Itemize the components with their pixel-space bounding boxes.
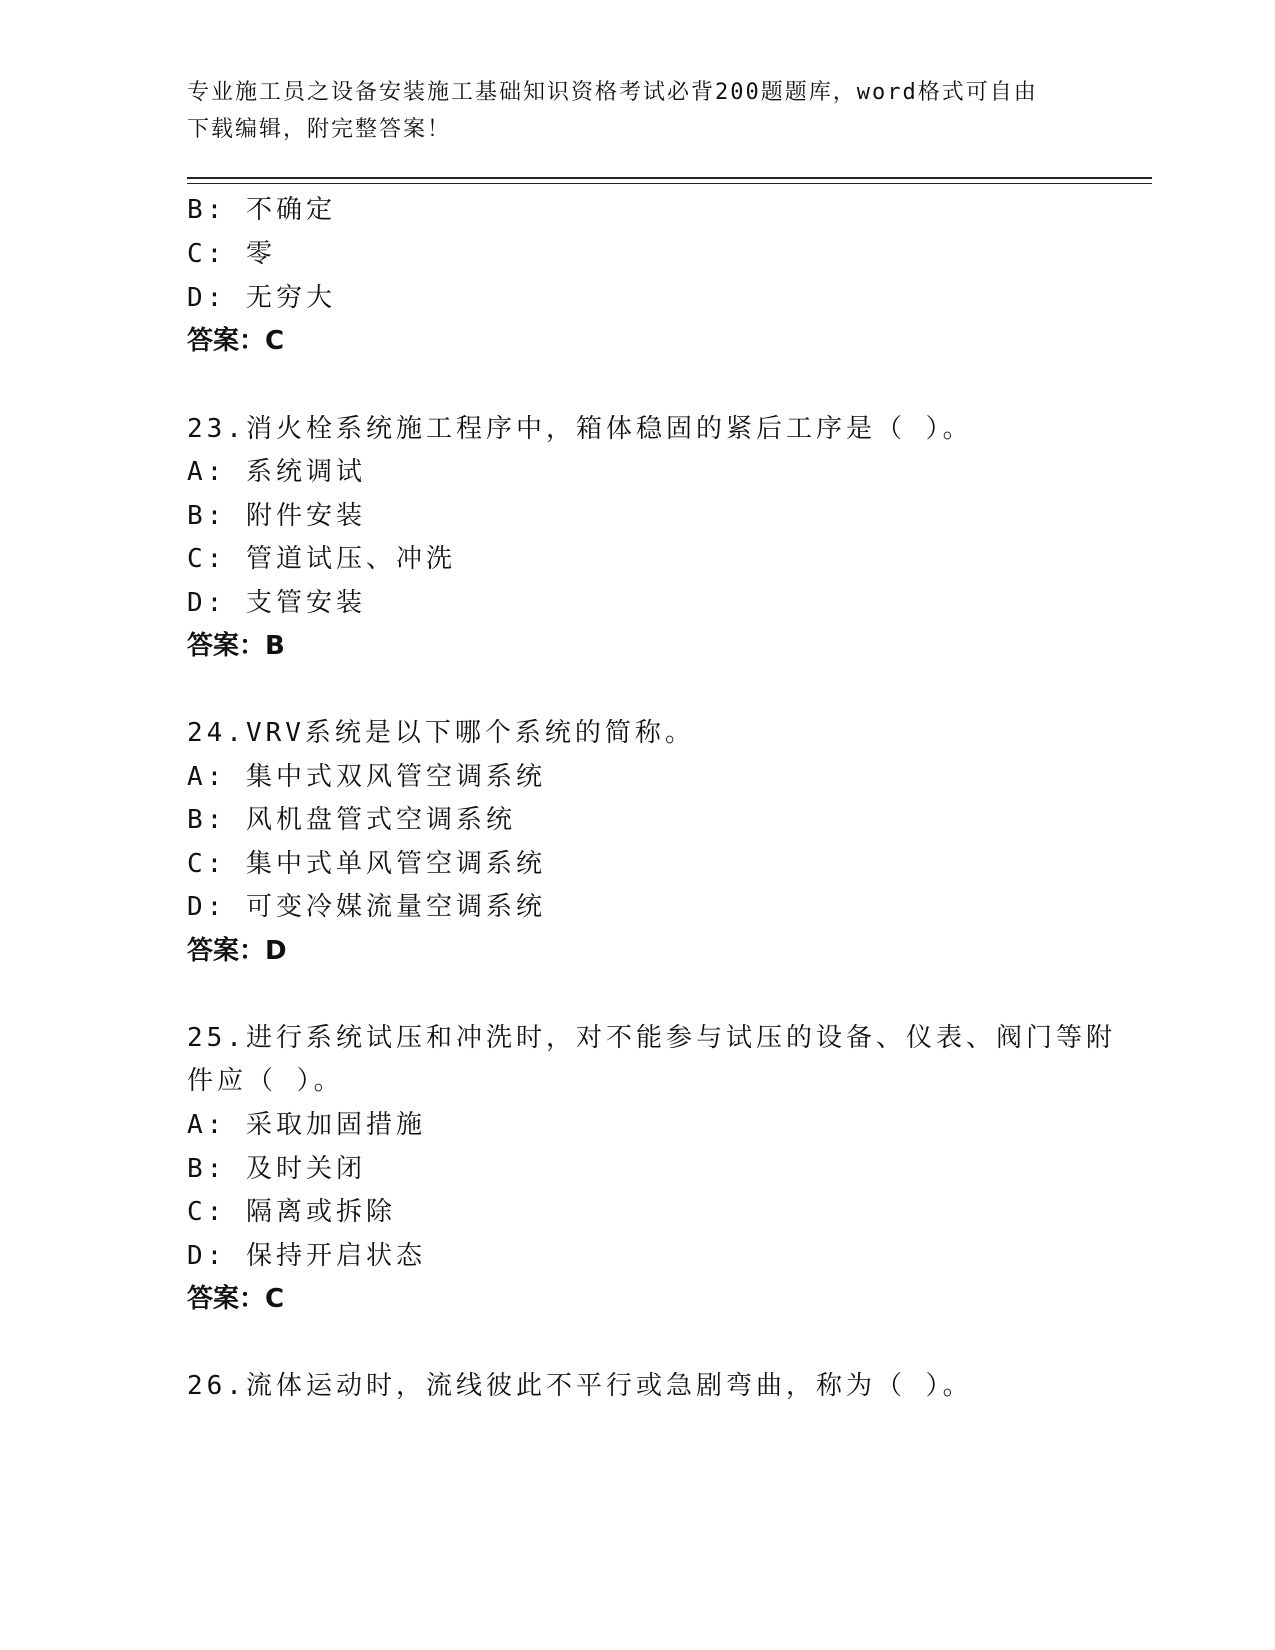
option-c: C: 集中式单风管空调系统 <box>187 849 546 879</box>
option-a: A: 采取加固措施 <box>187 1110 426 1140</box>
answer: 答案：C <box>187 326 285 356</box>
answer: 答案：D <box>187 936 287 966</box>
option-d: D: 保持开启状态 <box>187 1241 426 1271</box>
option-b: B: 及时关闭 <box>187 1154 366 1184</box>
header-title-line-2: 下载编辑，附完整答案！ <box>187 117 452 142</box>
question-stem-continued: 件应（ ）。 <box>187 1066 344 1096</box>
option-b: B: 风机盘管式空调系统 <box>187 805 516 835</box>
option-c: C: 零 <box>187 239 276 269</box>
header-title-line-1: 专业施工员之设备安装施工基础知识资格考试必背200题题库，word格式可自由 <box>187 80 1038 105</box>
option-b: B: 附件安装 <box>187 501 366 531</box>
header-divider-thick <box>187 177 1152 179</box>
option-d: D: 支管安装 <box>187 588 366 618</box>
question-stem: 25.进行系统试压和冲洗时，对不能参与试压的设备、仪表、阀门等附 <box>187 1023 1116 1053</box>
question-stem: 23.消火栓系统施工程序中，箱体稳固的紧后工序是（ ）。 <box>187 414 973 444</box>
option-a: A: 集中式双风管空调系统 <box>187 762 546 792</box>
option-c: C: 隔离或拆除 <box>187 1197 396 1227</box>
option-d: D: 无穷大 <box>187 283 336 313</box>
header-divider-thin <box>187 183 1152 184</box>
option-c: C: 管道试压、冲洗 <box>187 544 456 574</box>
answer: 答案：C <box>187 1284 285 1314</box>
question-stem: 26.流体运动时，流线彼此不平行或急剧弯曲，称为（ ）。 <box>187 1371 973 1401</box>
answer: 答案：B <box>187 631 285 661</box>
option-a: A: 系统调试 <box>187 457 366 487</box>
question-stem: 24.VRV系统是以下哪个系统的简称。 <box>187 718 695 748</box>
option-b: B: 不确定 <box>187 195 336 225</box>
option-d: D: 可变冷媒流量空调系统 <box>187 892 546 922</box>
document-header <box>187 74 1087 148</box>
